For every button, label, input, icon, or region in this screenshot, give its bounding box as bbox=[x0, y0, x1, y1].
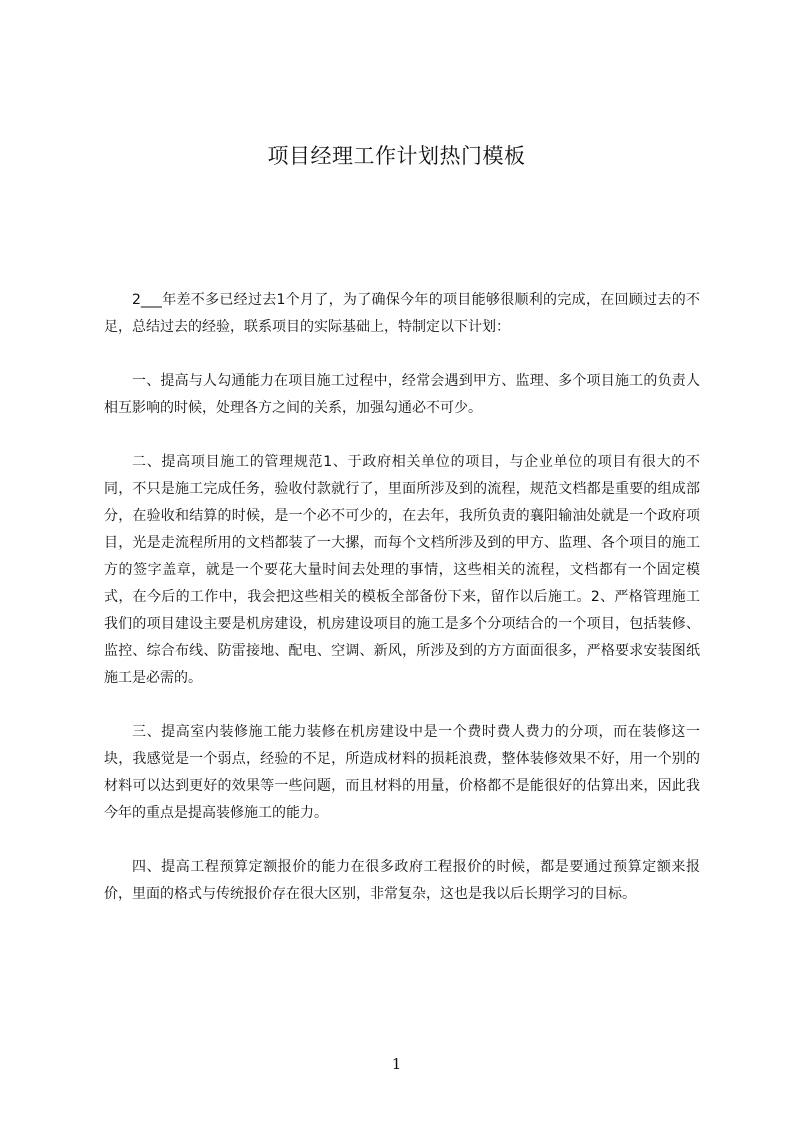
paragraph-communication: 一、提高与人勾通能力在项目施工过程中，经常会遇到甲方、监理、多个项目施工的负责人相互影响的时候，处理各方之间的关系，加强勾通必不可少。 bbox=[104, 373, 700, 416]
paragraph-intro: 2___年差不多已经过去1个月了，为了确保今年的项目能够很顺利的完成，在回顾过去的不足，总结过去的经验，联系项目的实际基础上，特制定以下计划： bbox=[104, 292, 700, 335]
paragraph-management: 二、提高项目施工的管理规范1、于政府相关单位的项目，与企业单位的项目有很大的不同，不只是施工完成任务，验收付款就行了，里面所涉及到的流程，规范文档都是重要的组成部分，在验收和结算的时候，是一个必不可少的，在去年，我所负责的襄阳输油处就是一个政府项目，光是走流程所用的文档都装了一大摞，而每个文档所涉及到的甲方、监理、各个项目的施工方的签字盖章，就是一个要花大量时间去处理的事情，这些相关的流程，文档都有一个固定模式，在今后的工作中，我会把这些相关的模板全部备份下来，留作以后施工。2、严格管理施工我们的项目建设主要是机房建设，机房建设项目的施工是多个分项结合的一个项目，包括装修、监控、综合布线、防雷接地、配电、空调、新风，所涉及到的方方面面很多，严格要求安装图纸施工是必需的。 bbox=[104, 454, 700, 686]
document-body bbox=[104, 287, 700, 908]
page-number: 1 bbox=[391, 1055, 402, 1073]
paragraph-decoration: 三、提高室内装修施工能力装修在机房建设中是一个费时费人费力的分项，而在装修这一块，我感觉是一个弱点，经验的不足，所造成材料的损耗浪费，整体装修效果不好，用一个别的材料可以达到更好的效果等一些问题，而且材料的用量，价格都不是能很好的估算出来，因此我今年的重点是提高装修施工的能力。 bbox=[104, 724, 700, 821]
paragraph-budget: 四、提高工程预算定额报价的能力在很多政府工程报价的时候，都是要通过预算定额来报价，里面的格式与传统报价存在很大区别，非常复杂，这也是我以后长期学习的目标。 bbox=[104, 859, 700, 902]
document-title: 项目经理工作计划热门模板 bbox=[267, 144, 526, 168]
